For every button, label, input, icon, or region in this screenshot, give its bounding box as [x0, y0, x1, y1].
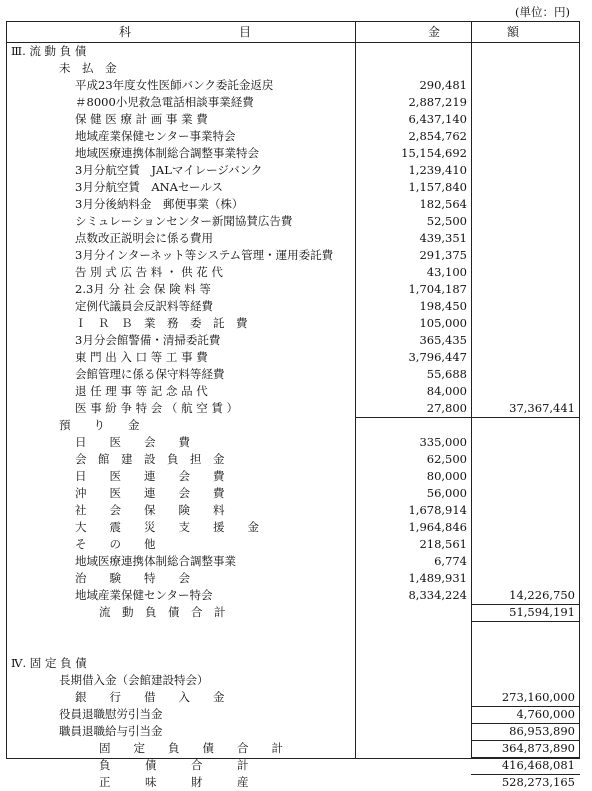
row-label: 地域医療連携体制総合調整事業特会 [75, 146, 259, 160]
row-label: 3月分インターネット等システム管理・運用委託費 [75, 248, 334, 262]
table-row [7, 366, 579, 383]
row-amount: 52,500 [426, 214, 467, 228]
table-row [7, 485, 579, 502]
row-total: 37,367,441 [509, 401, 575, 415]
row-label: Ⅳ. 固 定 負 債 [11, 656, 87, 670]
row-amount: 1,704,187 [408, 282, 467, 296]
table-row [7, 757, 579, 774]
table-row [7, 723, 579, 740]
table-row [7, 281, 579, 298]
row-label: 医 事 紛 争 特 会 （ 航 空 賃 ） [75, 401, 239, 415]
table-row [7, 247, 579, 264]
row-label: 3月分会館警備・清掃委託費 [75, 333, 221, 347]
table-row [7, 502, 579, 519]
subtotal-rule [471, 621, 580, 622]
subtotal-rule [355, 417, 580, 418]
table-row [7, 298, 579, 315]
row-total: 273,160,000 [501, 690, 575, 704]
table-row [7, 672, 579, 689]
header-amount-1: 金 [428, 25, 441, 39]
row-label: 告 別 式 広 告 料 ・ 供 花 代 [75, 265, 223, 279]
header-subject-2: 目 [239, 25, 252, 39]
table-row [7, 553, 579, 570]
table-row [7, 740, 579, 757]
table-row [7, 77, 579, 94]
header-subject-1: 科 [119, 25, 132, 39]
table-row [7, 128, 579, 145]
row-label: 流 動 負 債 合 計 [99, 605, 226, 619]
subtotal-rule [471, 604, 580, 605]
table-row [7, 315, 579, 332]
table-row [7, 349, 579, 366]
table-row [7, 638, 579, 655]
row-amount: 1,157,840 [408, 180, 467, 194]
row-amount: 1,489,931 [408, 571, 467, 585]
table-row [7, 60, 579, 77]
table-row [7, 655, 579, 672]
row-amount: 3,796,447 [408, 350, 467, 364]
row-label: 地域産業保健センター特会 [75, 588, 213, 602]
row-label: 地域産業保健センター事業特会 [75, 129, 236, 143]
row-label: 職員退職給与引当金 [59, 724, 163, 738]
row-label: 会館管理に係る保守料等経費 [75, 367, 225, 381]
table-row [7, 383, 579, 400]
table-row [7, 689, 579, 706]
table-row [7, 264, 579, 281]
row-label: 地域医療連携体制総合調整事業 [75, 554, 236, 568]
table-row [7, 536, 579, 553]
row-label: シミュレーションセンター新聞協賛広告費 [75, 214, 293, 228]
table-row [7, 196, 579, 213]
table-row [7, 94, 579, 111]
row-amount: 365,435 [419, 333, 467, 347]
row-total: 528,273,165 [501, 775, 575, 789]
row-amount: 55,688 [426, 367, 467, 381]
table-row [7, 111, 579, 128]
row-amount: 1,964,846 [408, 520, 467, 534]
row-amount: 291,375 [419, 248, 467, 262]
row-label: 未 払 金 [59, 61, 117, 75]
row-amount: 439,351 [419, 231, 467, 245]
row-total: 14,226,750 [509, 588, 575, 602]
row-label: 日 医 連 会 費 [75, 469, 225, 483]
table-row [7, 145, 579, 162]
row-total: 416,468,081 [501, 758, 575, 772]
row-amount: 6,437,140 [408, 112, 467, 126]
table-row [7, 434, 579, 451]
row-amount: 15,154,692 [401, 146, 467, 160]
row-amount: 80,000 [426, 469, 467, 483]
row-label: 東 門 出 入 口 等 工 事 費 [75, 350, 208, 364]
row-label: 2.3月 分 社 会 保 険 料 等 [75, 282, 211, 296]
table-row [7, 400, 579, 417]
row-label: 平成23年度女性医師バンク委託金返戻 [75, 78, 274, 92]
unit-label: (単位：円) [515, 5, 570, 19]
subtotal-rule [471, 757, 580, 758]
row-amount: 8,334,224 [408, 588, 467, 602]
row-label: 正 味 財 産 [99, 775, 249, 789]
row-total: 86,953,890 [509, 724, 575, 738]
subtotal-rule [471, 774, 580, 775]
row-label: 負 債 合 計 [99, 758, 249, 772]
table-row [7, 774, 579, 791]
row-label: ＃8000小児救急電話相談事業経費 [75, 95, 254, 109]
table-row [7, 179, 579, 196]
row-amount: 62,500 [426, 452, 467, 466]
row-amount: 335,000 [419, 435, 467, 449]
row-label: 銀 行 借 入 金 [75, 690, 225, 704]
row-amount: 1,239,410 [408, 163, 467, 177]
balance-sheet-table [6, 21, 580, 789]
row-label: 役員退職慰労引当金 [59, 707, 163, 721]
row-label: 定例代議員会反訳料等経費 [75, 299, 213, 313]
row-label: 3月分航空賃 ANAセールス [75, 180, 223, 194]
row-label: Ⅲ. 流 動 負 債 [11, 44, 87, 58]
table-row [7, 213, 579, 230]
row-amount: 218,561 [419, 537, 467, 551]
subtotal-rule [471, 706, 580, 707]
row-total: 364,873,890 [501, 741, 575, 755]
table-row [7, 417, 579, 434]
row-amount: 290,481 [419, 78, 467, 92]
table-row [7, 706, 579, 723]
row-label: Ｉ Ｒ Ｂ 業 務 委 託 費 [75, 316, 248, 330]
row-label: 保 健 医 療 計 画 事 業 費 [75, 112, 208, 126]
table-row [7, 604, 579, 621]
row-amount: 105,000 [419, 316, 467, 330]
table-row [7, 570, 579, 587]
table-row [7, 519, 579, 536]
row-amount: 27,800 [426, 401, 467, 415]
row-amount: 182,564 [419, 197, 467, 211]
table-row [7, 43, 579, 60]
row-label: 長期借入金（会館建設特会） [59, 673, 209, 687]
row-amount: 84,000 [426, 384, 467, 398]
table-row [7, 451, 579, 468]
header-amount-2: 額 [507, 25, 520, 39]
row-label: 点数改正説明会に係る費用 [75, 231, 213, 245]
row-amount: 43,100 [426, 265, 467, 279]
row-amount: 2,887,219 [408, 95, 467, 109]
row-label: 預 り 金 [59, 418, 140, 432]
row-label: 会 館 建 設 負 担 金 [75, 452, 225, 466]
row-amount: 1,678,914 [408, 503, 467, 517]
row-label: 治 験 特 会 [75, 571, 190, 585]
row-amount: 56,000 [426, 486, 467, 500]
subtotal-rule [471, 740, 580, 741]
row-label: 沖 医 連 会 費 [75, 486, 225, 500]
table-row [7, 621, 579, 638]
table-row [7, 230, 579, 247]
row-label: 社 会 保 険 料 [75, 503, 225, 517]
row-amount: 198,450 [419, 299, 467, 313]
row-total: 51,594,191 [509, 605, 575, 619]
row-label: 3月分航空賃 JALマイレージバンク [75, 163, 263, 177]
row-label: 大 震 災 支 援 金 [75, 520, 259, 534]
row-label: 固 定 負 債 合 計 [99, 741, 283, 755]
row-label: 日 医 会 費 [75, 435, 190, 449]
row-label: そ の 他 [75, 537, 156, 551]
row-amount: 2,854,762 [408, 129, 467, 143]
row-label: 退 任 理 事 等 記 念 品 代 [75, 384, 208, 398]
table-row [7, 162, 579, 179]
row-label: 3月分後納料金 郵便事業（株） [75, 197, 244, 211]
subtotal-rule [471, 723, 580, 724]
table-row [7, 468, 579, 485]
row-amount: 6,774 [434, 554, 467, 568]
table-row [7, 587, 579, 604]
table-row [7, 332, 579, 349]
row-total: 4,760,000 [516, 707, 575, 721]
table-header [7, 22, 579, 43]
